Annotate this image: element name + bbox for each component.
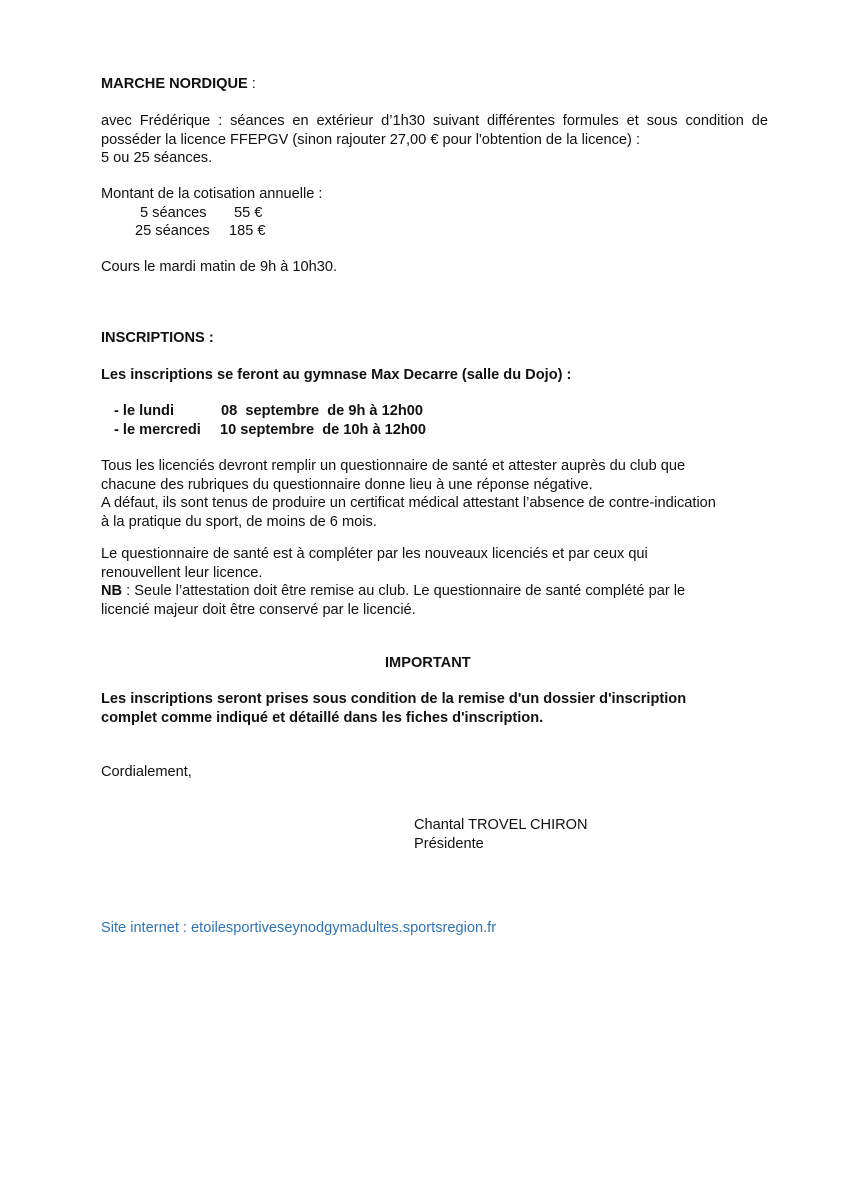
nb-line-1: NB : Seule l’attestation doit être remise au club. Le questionnaire de santé complété par le	[101, 583, 686, 599]
tarif-label: 5 séances	[140, 204, 207, 221]
tarif-price: 55 €	[234, 204, 263, 221]
cours-horaire: Cours le mardi matin de 9h à 10h30.	[101, 259, 338, 275]
important-title: IMPORTANT	[385, 655, 471, 671]
cotisation-block	[101, 185, 323, 241]
important-paragraph	[101, 690, 686, 727]
salutation: Cordialement,	[101, 764, 192, 780]
date-horaire: 08 septembre de 9h à 12h00	[221, 403, 423, 419]
nb-label: NB	[101, 583, 123, 599]
marche-description	[101, 112, 768, 168]
sante-line-2: chacune des rubriques du questionnaire donne lieu à une réponse négative.	[101, 476, 593, 493]
sante-line-1: Tous les licenciés devront remplir un questionnaire de santé et attester auprès du club que	[101, 458, 686, 474]
important-line-1: Les inscriptions seront prises sous condition de la remise d'un dossier d'inscription	[101, 691, 687, 707]
sante-line-4: à la pratique du sport, de moins de 6 mois.	[101, 513, 377, 530]
inscriptions-lieu: Les inscriptions se feront au gymnase Max Decarre (salle du Dojo) :	[101, 367, 572, 383]
date-horaire: 10 septembre de 10h à 12h00	[220, 421, 427, 438]
section-heading-marche: MARCHE NORDIQUE :	[101, 76, 256, 92]
site-link[interactable]: Site internet : etoilesportiveseynodgymadultes.sportsregion.fr	[101, 920, 497, 936]
quest-line-2: renouvellent leur licence.	[101, 564, 263, 581]
date-jour: - le lundi	[114, 403, 174, 419]
questionnaire-paragraph	[101, 545, 685, 619]
inscriptions-dates	[101, 402, 601, 439]
sante-paragraph	[101, 457, 716, 531]
marche-heading: MARCHE NORDIQUE	[101, 76, 248, 92]
tarif-row	[101, 222, 323, 241]
sante-line-3: A défaut, ils sont tenus de produire un certificat médical attestant l’absence de contre-indication	[101, 495, 716, 511]
signature-block	[414, 816, 588, 853]
tarif-label: 25 séances	[135, 223, 210, 239]
tarif-price: 185 €	[229, 223, 266, 239]
date-jour: - le mercredi	[114, 421, 201, 438]
marche-desc-line-2: posséder la licence FFEPGV (sinon rajouter 27,00 € pour l'obtention de la licence) :	[101, 131, 640, 148]
important-line-2: complet comme indiqué et détaillé dans les fiches d'inscription.	[101, 709, 544, 726]
signer-role: Présidente	[414, 835, 484, 852]
date-row	[101, 421, 601, 440]
tarif-row	[101, 204, 323, 223]
signer-name: Chantal TROVEL CHIRON	[414, 817, 588, 833]
quest-line-1: Le questionnaire de santé est à compléter par les nouveaux licenciés et par ceux qui	[101, 546, 648, 562]
marche-desc-line-1: avec Frédérique : séances en extérieur d’1h30 suivant différentes formules et sous condition de	[101, 113, 768, 129]
date-row	[101, 402, 601, 421]
marche-desc-line-3: 5 ou 25 séances.	[101, 150, 213, 166]
inscriptions-heading: INSCRIPTIONS :	[101, 330, 214, 346]
cotisation-title: Montant de la cotisation annuelle :	[101, 186, 323, 202]
nb-line-2: licencié majeur doit être conservé par le licencié.	[101, 601, 416, 618]
